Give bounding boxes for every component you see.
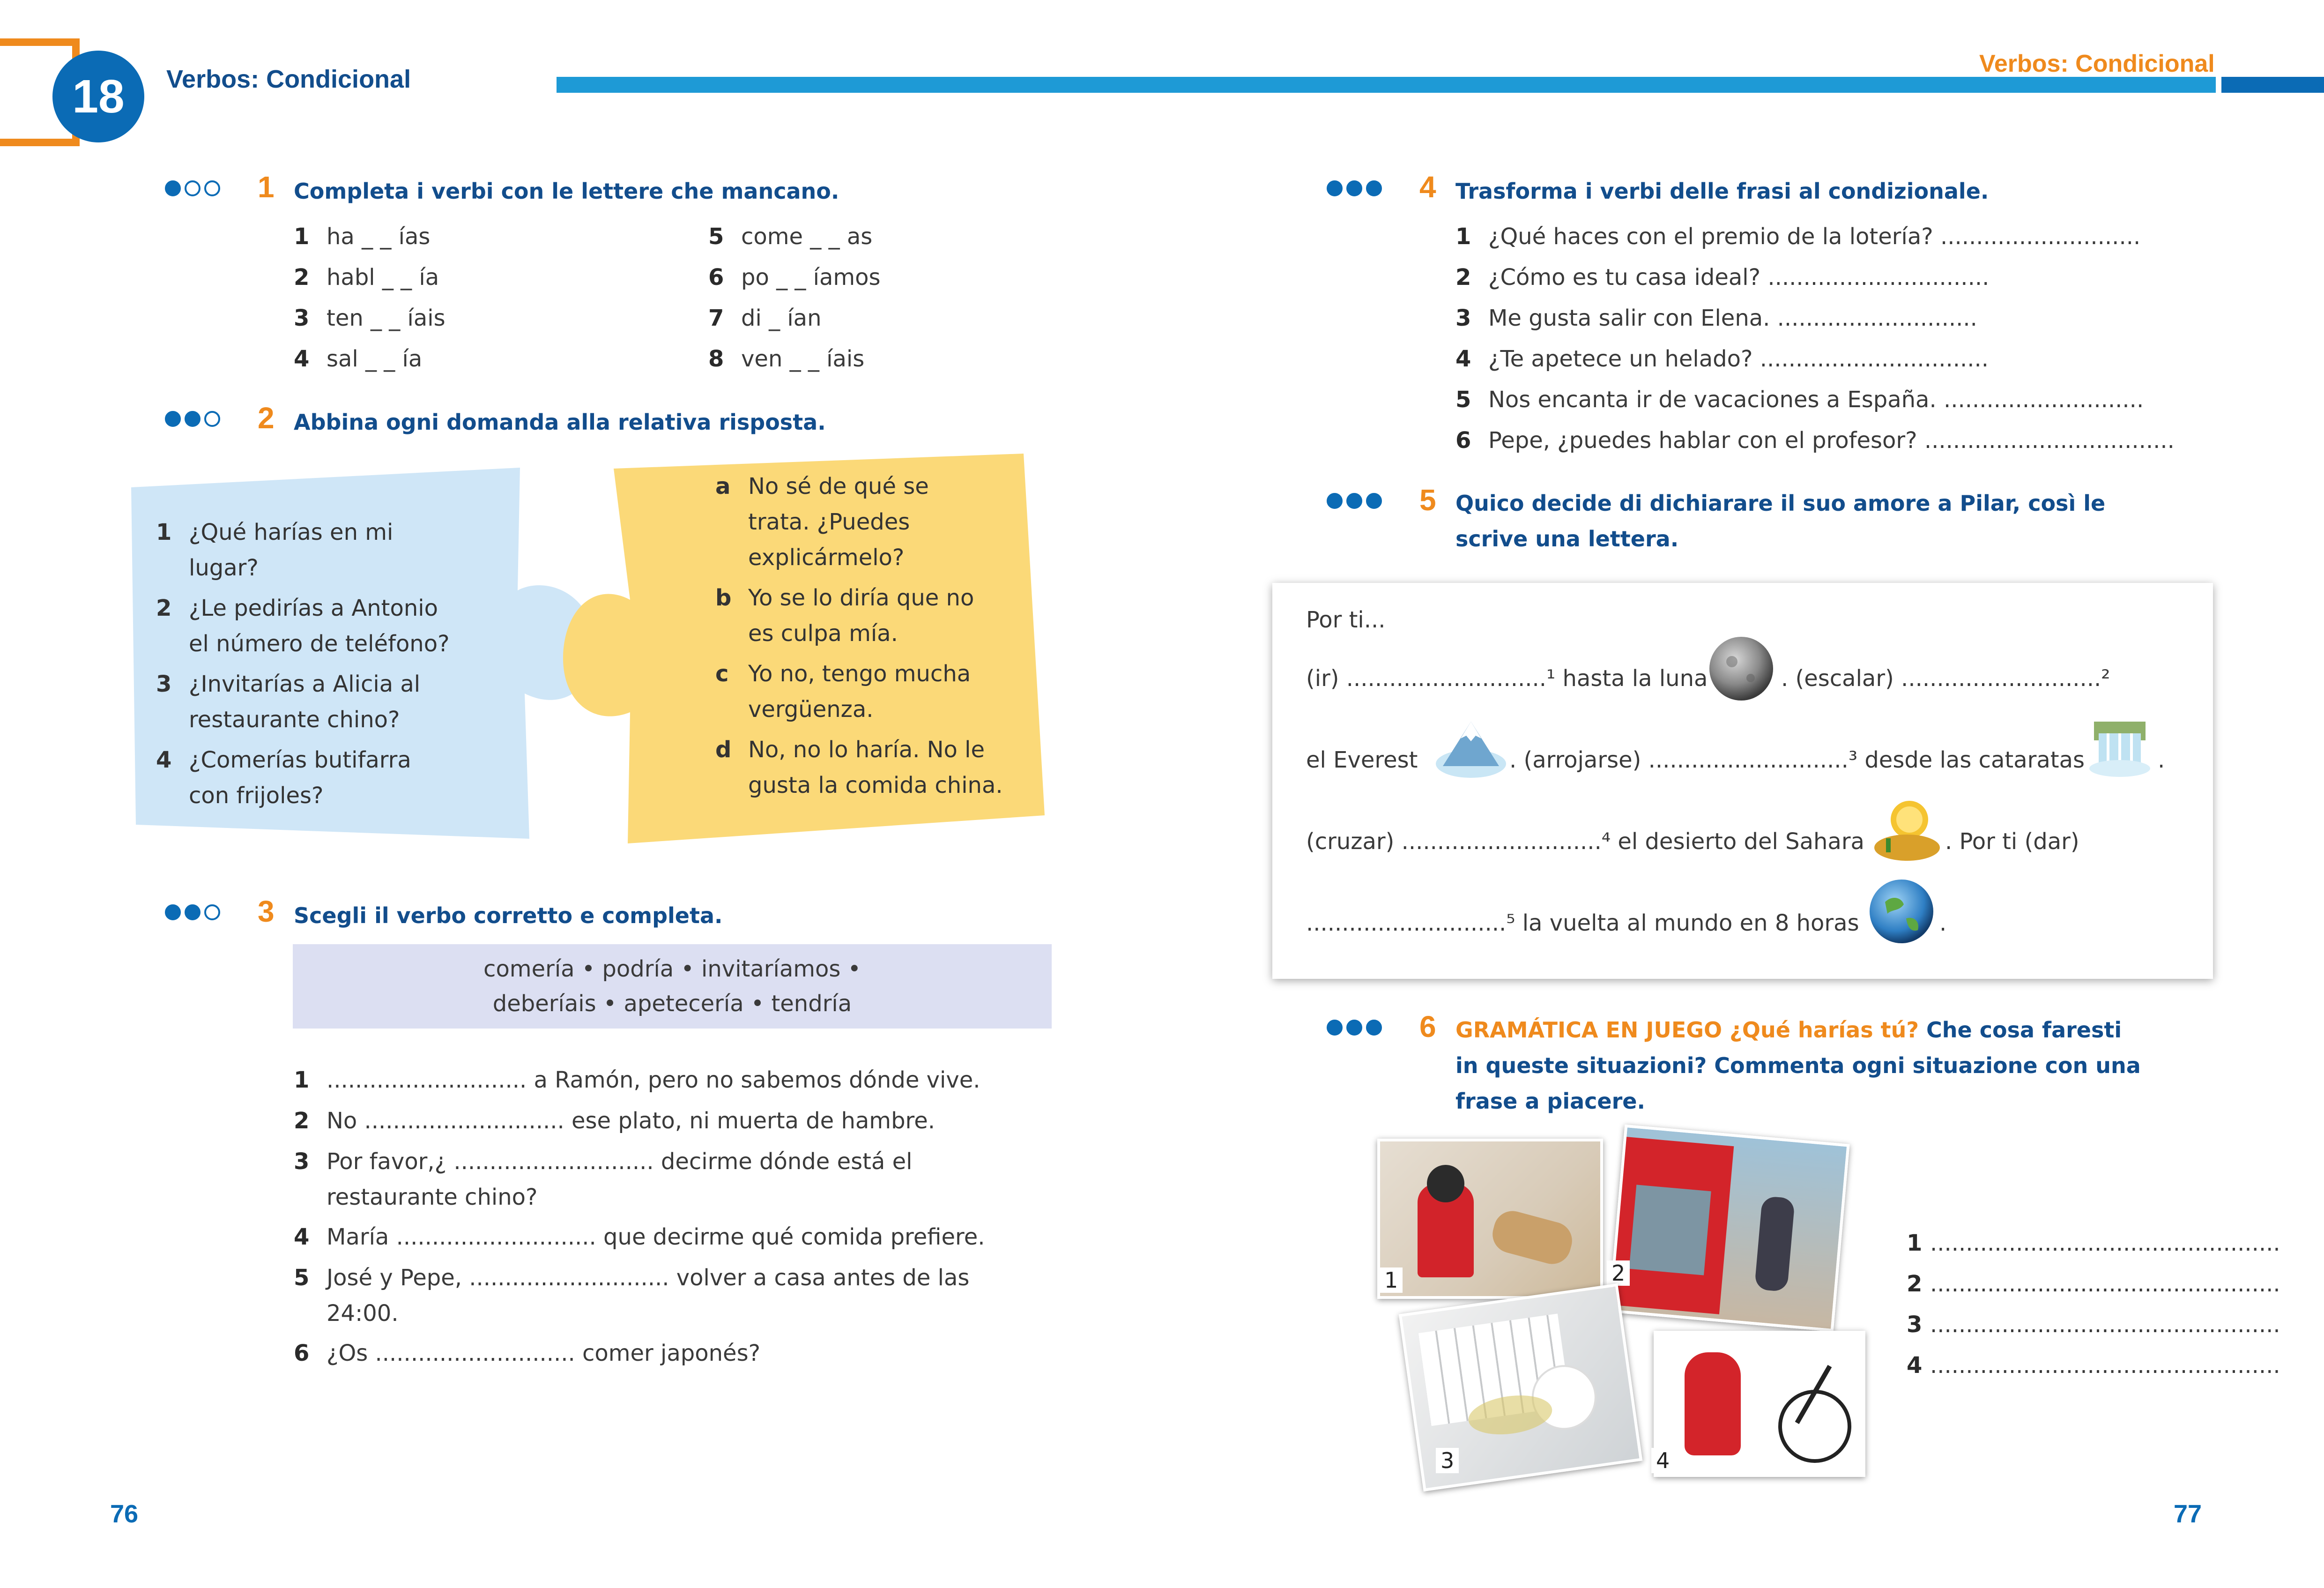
list-item: 4 ¿Te apetece un helado? ................................	[1455, 346, 1989, 372]
mountain-icon	[1433, 712, 1508, 783]
list-item: 8 ven _ _ íais	[708, 346, 865, 372]
letter-line: .	[2158, 747, 2165, 773]
exercise-number: 1	[258, 170, 275, 204]
list-item: 3 Me gusta salir con Elena. ............................	[1455, 305, 1977, 331]
question-item: 3 ¿Invitarías a Alicia al restaurante chino?	[156, 671, 421, 733]
list-item: 3 Por favor,¿ ............................ decirme dónde está el restaurante chino?	[294, 1148, 913, 1210]
exercise-title: Abbina ogni domanda alla relativa risposta.	[294, 410, 826, 435]
letter-line: . (escalar) ............................²	[1781, 665, 2110, 692]
letter-line: ............................⁵ la vuelta al mundo en 8 horas	[1306, 910, 1859, 936]
photo-spilled-coffee	[1399, 1283, 1643, 1491]
list-item: 2 ¿Cómo es tu casa ideal? ...............................	[1455, 264, 1990, 291]
list-item: 1 ¿Qué haces con el premio de la lotería? ............................	[1455, 224, 2141, 250]
question-item: 1 ¿Qué harías en mi lugar?	[156, 519, 394, 581]
difficulty-dots	[165, 180, 220, 196]
letter-line: (ir) ............................¹ hasta la luna	[1306, 665, 1708, 692]
unit-title-left: Verbos: Condicional	[166, 65, 411, 93]
question-item: 4 ¿Comerías butifarra con frijoles?	[156, 747, 411, 809]
exercise-number: 4	[1419, 170, 1436, 204]
photo-cyclist	[1654, 1331, 1865, 1477]
chapter-number: 18	[52, 51, 144, 142]
exercise-title: Quico decide di dichiarare il suo amore a Pilar, così le scrive una lettera.	[1455, 491, 2106, 552]
answer-item: d No, no lo haría. No le gusta la comida china.	[715, 737, 1003, 798]
list-item: 7 di _ ían	[708, 305, 822, 331]
letter-line: (cruzar) ............................⁴ el desierto del Sahara	[1306, 828, 1864, 855]
question-item: 2 ¿Le pedirías a Antonio el número de teléfono?	[156, 595, 450, 657]
photo-label: 3	[1436, 1448, 1459, 1473]
list-item: 5 come _ _ as	[708, 224, 873, 250]
difficulty-dots	[1327, 180, 1382, 196]
letter-line: . (arrojarse) ............................³ desde las cataratas	[1509, 747, 2085, 773]
list-item: 6 Pepe, ¿puedes hablar con el profesor? ...................................	[1455, 427, 2175, 454]
list-item: 2 habl _ _ ía	[294, 264, 439, 291]
sun-desert-icon	[1872, 794, 1942, 864]
exercise-number: 5	[1419, 483, 1436, 517]
list-item: 3 ten _ _ íais	[294, 305, 445, 331]
unit-title-right: Verbos: Condicional	[1979, 50, 2215, 77]
exercise-title: Completa i verbi con le lettere che mancano.	[294, 179, 839, 204]
list-item: 6 ¿Os ............................ comer japonés?	[294, 1340, 761, 1366]
header-bar	[557, 77, 2216, 93]
difficulty-dots	[1327, 493, 1382, 509]
list-item: 5 Nos encanta ir de vacaciones a España. ............................	[1455, 387, 2144, 413]
page-number-left: 76	[110, 1500, 139, 1528]
answer-line: 4 .................................................	[1907, 1352, 2280, 1379]
answer-line: 1 .................................................	[1907, 1230, 2280, 1256]
letter-line: Por ti...	[1306, 607, 1386, 633]
answer-line: 2 .................................................	[1907, 1271, 2280, 1297]
page-number-right: 77	[2174, 1500, 2202, 1528]
exercise-title: Scegli il verbo corretto e completa.	[294, 903, 723, 928]
list-item: 1 ha _ _ ías	[294, 224, 431, 250]
header-bar-accent	[2221, 77, 2324, 93]
letter-line: . Por ti (dar)	[1945, 828, 2079, 855]
word-bank: comería • podría • invitaríamos • deberíais • apetecería • tendría	[293, 944, 1052, 1029]
photo-broken-vase	[1377, 1139, 1603, 1299]
list-item: 2 No ............................ ese plato, ni muerta de hambre.	[294, 1108, 935, 1134]
letter-line: .	[1939, 910, 1947, 936]
difficulty-dots	[165, 411, 220, 427]
photo-label: 1	[1380, 1267, 1403, 1293]
list-item: 1 ............................ a Ramón, pero no sabemos dónde vive.	[294, 1067, 980, 1093]
list-item: 6 po _ _ íamos	[708, 264, 881, 291]
exercise-number: 2	[258, 401, 275, 435]
answer-item: b Yo se lo diría que no es culpa mía.	[715, 585, 974, 647]
answer-item: a No sé de qué se trata. ¿Puedes explicármelo?	[715, 473, 929, 571]
list-item: 4 sal _ _ ía	[294, 346, 423, 372]
list-item: 4 María ............................ que decirme qué comida prefiere.	[294, 1224, 985, 1250]
photo-missed-bus	[1608, 1125, 1849, 1332]
waterfall-icon	[2085, 712, 2155, 783]
exercise-number: 6	[1419, 1010, 1436, 1044]
letter-line: el Everest	[1306, 747, 1418, 773]
moon-icon	[1706, 634, 1776, 704]
difficulty-dots	[165, 904, 220, 920]
exercise-number: 3	[258, 895, 275, 928]
photo-label: 2	[1607, 1260, 1630, 1286]
difficulty-dots	[1327, 1020, 1382, 1036]
answer-item: c Yo no, tengo mucha vergüenza.	[715, 661, 971, 723]
exercise-title: GRAMÁTICA EN JUEGO ¿Qué harías tú? Che cosa faresti in queste situazioni? Commenta ogni situazione con una frase a piacere.	[1455, 1017, 2141, 1114]
exercise-title: Trasforma i verbi delle frasi al condizionale.	[1455, 179, 1989, 204]
answer-line: 3 .................................................	[1907, 1312, 2280, 1338]
photo-label: 4	[1651, 1448, 1674, 1473]
globe-icon	[1866, 876, 1937, 947]
list-item: 5 José y Pepe, ............................ volver a casa antes de las 24:00.	[294, 1265, 970, 1327]
